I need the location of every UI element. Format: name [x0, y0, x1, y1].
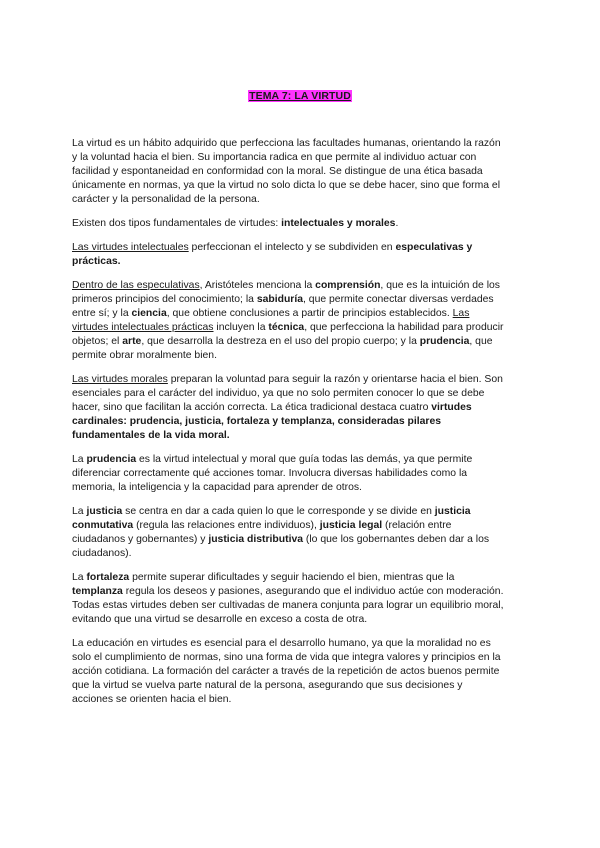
bold-run: templanza: [72, 586, 123, 597]
text-run: permite superar dificultades y seguir haciendo el bien, mientras que la: [129, 572, 455, 583]
text-run: Existen dos tipos fundamentales de virtudes:: [72, 218, 282, 229]
bold-run: justicia conmutativa: [72, 506, 471, 531]
bold-run: justicia legal: [319, 520, 383, 531]
text-run: (regula las relaciones entre individuos),: [133, 520, 320, 531]
bold-run: comprensión: [315, 280, 381, 291]
text-run: es la virtud intelectual y moral que guía todas las demás, ya que permite diferenciar correctamente qué acciones tomar. Involucra diversas habilidades como la memoria, la inteligencia y la capacidad para aprender de otros.: [72, 454, 473, 493]
underlined-run: Las virtudes intelectuales prácticas: [72, 308, 470, 333]
text-run: perfeccionan el intelecto y se subdividen en: [188, 242, 396, 253]
bold-run: intelectuales y morales: [281, 218, 396, 229]
underlined-run: Las virtudes morales: [72, 374, 168, 385]
bold-run: virtudes cardinales: prudencia, justicia, fortaleza y templanza, consideradas pilares fundamentales de la vida moral.: [72, 402, 472, 441]
paragraph-fortitude: [72, 571, 506, 627]
underlined-run: Las virtudes intelectuales: [72, 242, 189, 253]
bold-run: prudencia: [419, 336, 470, 347]
bold-run: ciencia: [131, 308, 167, 319]
text-run: , que perfecciona la habilidad para producir objetos; el: [72, 322, 504, 347]
text-run: La: [72, 572, 87, 583]
paragraph-prudence: [72, 453, 506, 495]
bold-run: sabiduría: [256, 294, 304, 305]
text-run: incluyen la: [213, 322, 269, 333]
bold-run: técnica: [268, 322, 305, 333]
paragraph-speculative: [72, 279, 506, 363]
bold-run: fortaleza: [86, 572, 130, 583]
text-run: (relación entre ciudadanos y gobernantes) y: [72, 520, 452, 545]
title-container: [0, 86, 600, 104]
bold-run: especulativas y prácticas.: [72, 242, 473, 267]
text-run: se centra en dar a cada quien lo que le corresponde y se divide en: [122, 506, 435, 517]
document-body: [72, 137, 506, 717]
text-run: regula los deseos y pasiones, asegurando que el individuo actúe con moderación. Todas estas virtudes deben ser cultivadas de manera conjunta para lograr un equilibrio moral, evitando que una virtud se desarrolle en exceso a costa de otra.: [72, 586, 504, 625]
bold-run: arte: [122, 336, 142, 347]
text-run: , que obtiene conclusiones a partir de principios establecidos.: [166, 308, 453, 319]
underlined-run: Dentro de las especulativas: [72, 280, 200, 291]
text-run: (lo que los gobernantes deben dar a los ciudadanos).: [72, 534, 490, 559]
text-run: , que desarrolla la destreza en el uso del propio cuerpo; y la: [141, 336, 420, 347]
bold-run: prudencia: [86, 454, 137, 465]
text-run: preparan la voluntad para seguir la razón y orientarse hacia el bien. Son esenciales para el carácter del individuo, ya que no solo permiten conocer lo que se debe hacer, sino que facilitan la acción correcta. La ética tradicional destaca cuatro: [72, 374, 503, 413]
bold-run: justicia: [86, 506, 123, 517]
text-run: La: [72, 506, 87, 517]
paragraph-justice: [72, 505, 506, 561]
paragraph-intellectual: [72, 241, 506, 269]
text-run: , Aristóteles menciona la: [199, 280, 316, 291]
document-title: TEMA 7: LA VIRTUD: [249, 90, 351, 102]
paragraph-intro: La virtud es un hábito adquirido que perfecciona las facultades humanas, orientando la razón y la voluntad hacia el bien. Su importancia radica en que permite al individuo actuar con facilidad y espontaneidad en conformidad con la moral. Se distingue de una ética basada únicamente en normas, ya que la virtud no solo dicta lo que se debe hacer, sino que forma el carácter y la personalidad de la persona.: [72, 138, 501, 205]
bold-run: justicia distributiva: [208, 534, 304, 545]
text-run: .: [395, 218, 399, 229]
text-run: , que permite conectar diversas verdades entre sí; y la: [72, 294, 494, 319]
text-run: , que es la intuición de los primeros principios del conocimiento; la: [72, 280, 500, 305]
paragraph-types: [72, 217, 506, 231]
text-run: La: [72, 454, 87, 465]
paragraph-education: La educación en virtudes es esencial para el desarrollo humano, ya que la moralidad no es solo el cumplimiento de normas, sino una forma de vida que integra valores y principios en la acción cotidiana. La formación del carácter a través de la repetición de actos buenos permite que la virtud se vuelva parte natural de la persona, asegurando que sus decisiones y acciones se orienten hacia el bien.: [72, 638, 501, 705]
text-run: , que permite obrar moralmente bien.: [72, 336, 493, 361]
paragraph-moral: [72, 373, 506, 443]
